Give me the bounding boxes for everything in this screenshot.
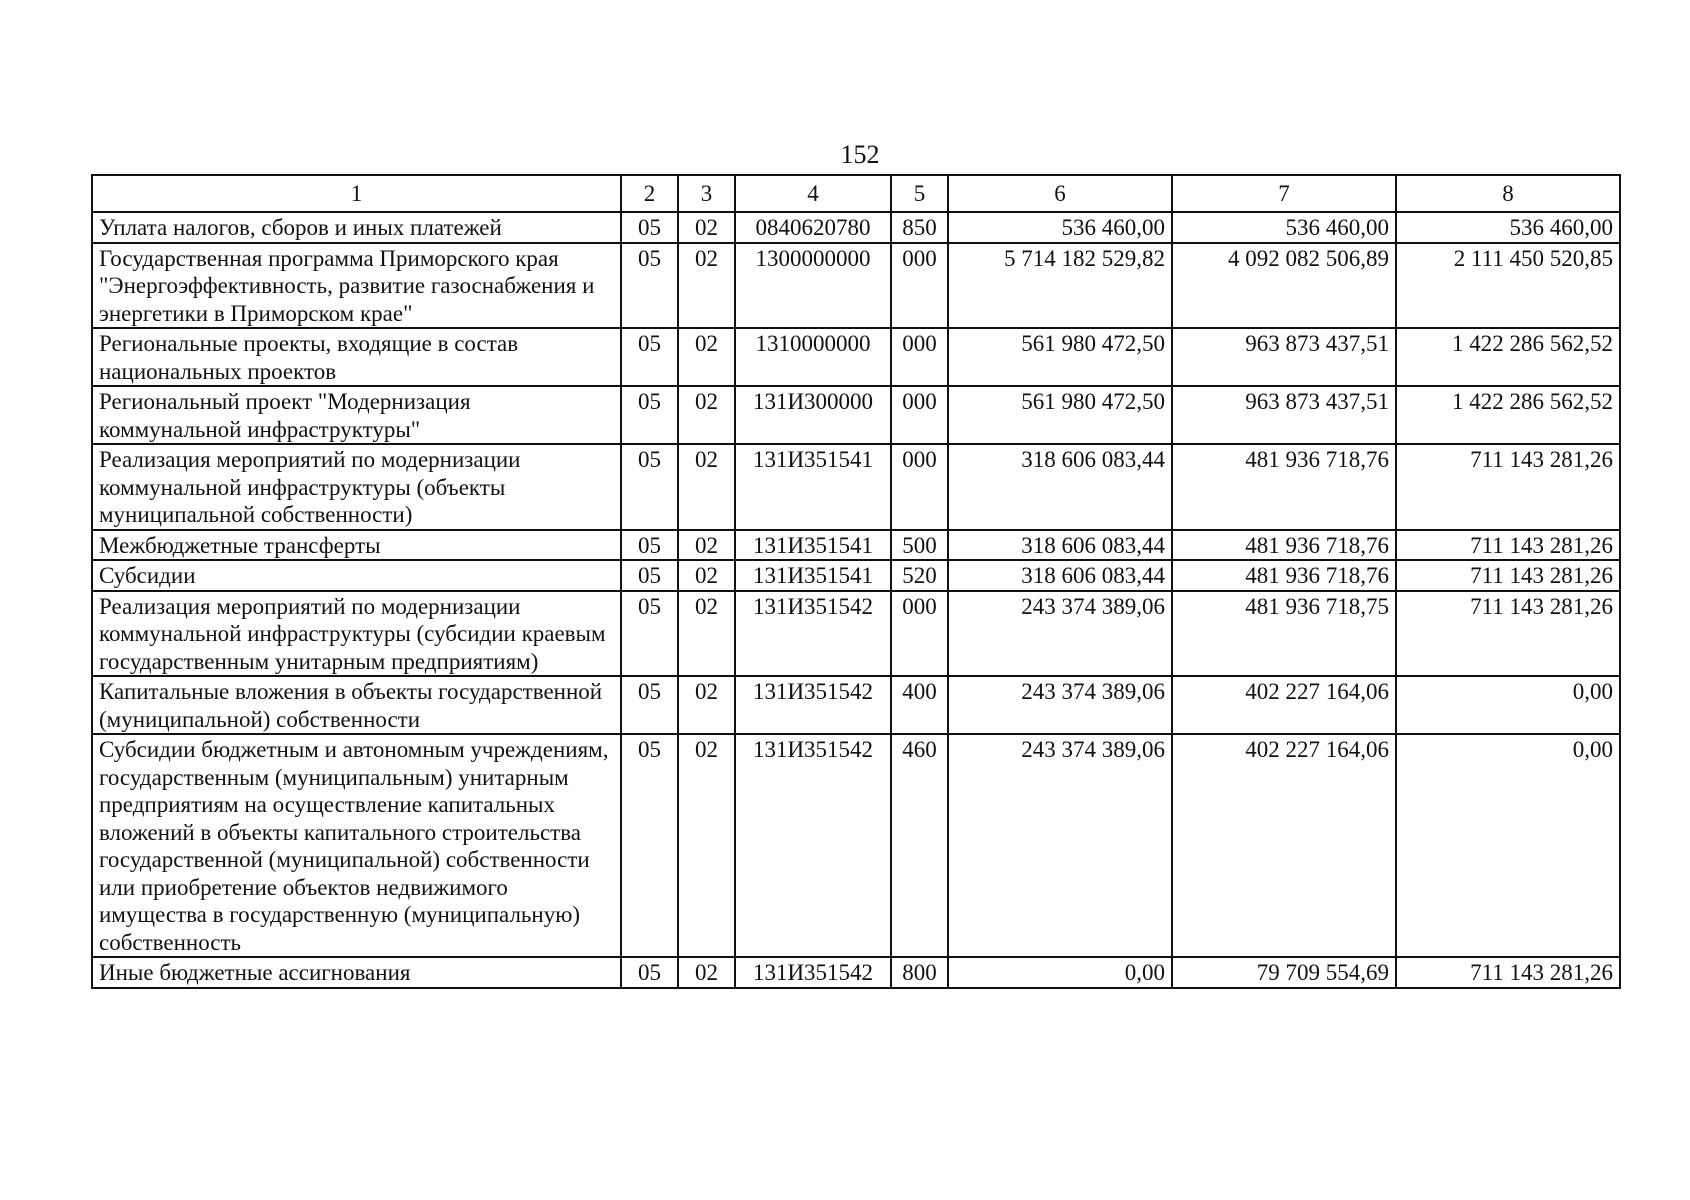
amount-col-6: 561 980 472,50 xyxy=(948,386,1172,444)
subsection-code: 02 xyxy=(678,734,735,957)
amount-col-8: 1 422 286 562,52 xyxy=(1396,386,1620,444)
table-row xyxy=(92,243,1620,329)
expense-type-code: 400 xyxy=(891,676,948,734)
amount-col-8: 0,00 xyxy=(1396,734,1620,957)
expense-type-code: 000 xyxy=(891,386,948,444)
amount-col-8: 536 460,00 xyxy=(1396,212,1620,243)
column-number-header-row xyxy=(92,175,1620,212)
column-header: 5 xyxy=(891,175,948,212)
budget-table xyxy=(91,174,1621,989)
subsection-code: 02 xyxy=(678,243,735,329)
subsection-code: 02 xyxy=(678,591,735,677)
target-article-code: 131И300000 xyxy=(735,386,891,444)
target-article-code: 131И351542 xyxy=(735,734,891,957)
section-code: 05 xyxy=(621,560,678,591)
table-row xyxy=(92,386,1620,444)
amount-col-7: 481 936 718,75 xyxy=(1172,591,1396,677)
page-number: 152 xyxy=(840,140,880,169)
target-article-code: 1300000000 xyxy=(735,243,891,329)
table-row xyxy=(92,530,1620,561)
expense-type-code: 500 xyxy=(891,530,948,561)
amount-col-8: 711 143 281,26 xyxy=(1396,530,1620,561)
amount-col-6: 318 606 083,44 xyxy=(948,560,1172,591)
amount-col-6: 318 606 083,44 xyxy=(948,444,1172,530)
amount-col-6: 561 980 472,50 xyxy=(948,328,1172,386)
section-code: 05 xyxy=(621,444,678,530)
target-article-code: 131И351541 xyxy=(735,444,891,530)
amount-col-8: 711 143 281,26 xyxy=(1396,444,1620,530)
table-row xyxy=(92,212,1620,243)
target-article-code: 1310000000 xyxy=(735,328,891,386)
target-article-code: 131И351541 xyxy=(735,560,891,591)
target-article-code: 131И351542 xyxy=(735,676,891,734)
table-row xyxy=(92,734,1620,957)
row-name: Региональные проекты, входящие в состав национальных проектов xyxy=(92,328,621,386)
row-name: Уплата налогов, сборов и иных платежей xyxy=(92,212,621,243)
subsection-code: 02 xyxy=(678,444,735,530)
amount-col-7: 402 227 164,06 xyxy=(1172,676,1396,734)
expense-type-code: 520 xyxy=(891,560,948,591)
section-code: 05 xyxy=(621,591,678,677)
column-header: 8 xyxy=(1396,175,1620,212)
table-row xyxy=(92,444,1620,530)
table-row xyxy=(92,957,1620,988)
amount-col-8: 711 143 281,26 xyxy=(1396,957,1620,988)
row-name: Иные бюджетные ассигнования xyxy=(92,957,621,988)
subsection-code: 02 xyxy=(678,328,735,386)
subsection-code: 02 xyxy=(678,212,735,243)
column-header: 3 xyxy=(678,175,735,212)
amount-col-7: 79 709 554,69 xyxy=(1172,957,1396,988)
expense-type-code: 460 xyxy=(891,734,948,957)
target-article-code: 0840620780 xyxy=(735,212,891,243)
amount-col-8: 711 143 281,26 xyxy=(1396,591,1620,677)
amount-col-7: 4 092 082 506,89 xyxy=(1172,243,1396,329)
row-name: Капитальные вложения в объекты государственной (муниципальной) собственности xyxy=(92,676,621,734)
column-header: 7 xyxy=(1172,175,1396,212)
amount-col-7: 963 873 437,51 xyxy=(1172,386,1396,444)
amount-col-6: 243 374 389,06 xyxy=(948,591,1172,677)
amount-col-6: 243 374 389,06 xyxy=(948,676,1172,734)
amount-col-6: 5 714 182 529,82 xyxy=(948,243,1172,329)
table-row xyxy=(92,328,1620,386)
amount-col-7: 481 936 718,76 xyxy=(1172,530,1396,561)
section-code: 05 xyxy=(621,328,678,386)
subsection-code: 02 xyxy=(678,530,735,561)
amount-col-7: 481 936 718,76 xyxy=(1172,560,1396,591)
section-code: 05 xyxy=(621,676,678,734)
target-article-code: 131И351542 xyxy=(735,957,891,988)
row-name: Субсидии xyxy=(92,560,621,591)
row-name: Региональный проект "Модернизация коммунальной инфраструктуры" xyxy=(92,386,621,444)
section-code: 05 xyxy=(621,243,678,329)
amount-col-7: 481 936 718,76 xyxy=(1172,444,1396,530)
expense-type-code: 850 xyxy=(891,212,948,243)
row-name: Реализация мероприятий по модернизации коммунальной инфраструктуры (субсидии краевым государственным унитарным предприятиям) xyxy=(92,591,621,677)
target-article-code: 131И351542 xyxy=(735,591,891,677)
subsection-code: 02 xyxy=(678,386,735,444)
table-row xyxy=(92,676,1620,734)
amount-col-6: 0,00 xyxy=(948,957,1172,988)
subsection-code: 02 xyxy=(678,560,735,591)
amount-col-8: 0,00 xyxy=(1396,676,1620,734)
section-code: 05 xyxy=(621,212,678,243)
expense-type-code: 000 xyxy=(891,328,948,386)
table-row xyxy=(92,591,1620,677)
amount-col-7: 402 227 164,06 xyxy=(1172,734,1396,957)
amount-col-7: 963 873 437,51 xyxy=(1172,328,1396,386)
expense-type-code: 000 xyxy=(891,243,948,329)
table-row xyxy=(92,560,1620,591)
subsection-code: 02 xyxy=(678,957,735,988)
section-code: 05 xyxy=(621,957,678,988)
amount-col-6: 243 374 389,06 xyxy=(948,734,1172,957)
target-article-code: 131И351541 xyxy=(735,530,891,561)
amount-col-7: 536 460,00 xyxy=(1172,212,1396,243)
column-header: 6 xyxy=(948,175,1172,212)
amount-col-6: 536 460,00 xyxy=(948,212,1172,243)
amount-col-8: 711 143 281,26 xyxy=(1396,560,1620,591)
expense-type-code: 000 xyxy=(891,591,948,677)
row-name: Государственная программа Приморского края "Энергоэффективность, развитие газоснабжения и энергетики в Приморском крае" xyxy=(92,243,621,329)
expense-type-code: 000 xyxy=(891,444,948,530)
row-name: Реализация мероприятий по модернизации коммунальной инфраструктуры (объекты муниципальной собственности) xyxy=(92,444,621,530)
section-code: 05 xyxy=(621,734,678,957)
row-name: Субсидии бюджетным и автономным учреждениям, государственным (муниципальным) унитарным предприятиям на осуществление капитальных вложений в объекты капитального строительства государственной (муниципальной) собственности или приобретение объектов недвижимого имущества в государственную (муниципальную) собственность xyxy=(92,734,621,957)
row-name: Межбюджетные трансферты xyxy=(92,530,621,561)
amount-col-8: 1 422 286 562,52 xyxy=(1396,328,1620,386)
section-code: 05 xyxy=(621,386,678,444)
subsection-code: 02 xyxy=(678,676,735,734)
column-header: 4 xyxy=(735,175,891,212)
column-header: 2 xyxy=(621,175,678,212)
expense-type-code: 800 xyxy=(891,957,948,988)
column-header: 1 xyxy=(92,175,621,212)
amount-col-6: 318 606 083,44 xyxy=(948,530,1172,561)
amount-col-8: 2 111 450 520,85 xyxy=(1396,243,1620,329)
section-code: 05 xyxy=(621,530,678,561)
